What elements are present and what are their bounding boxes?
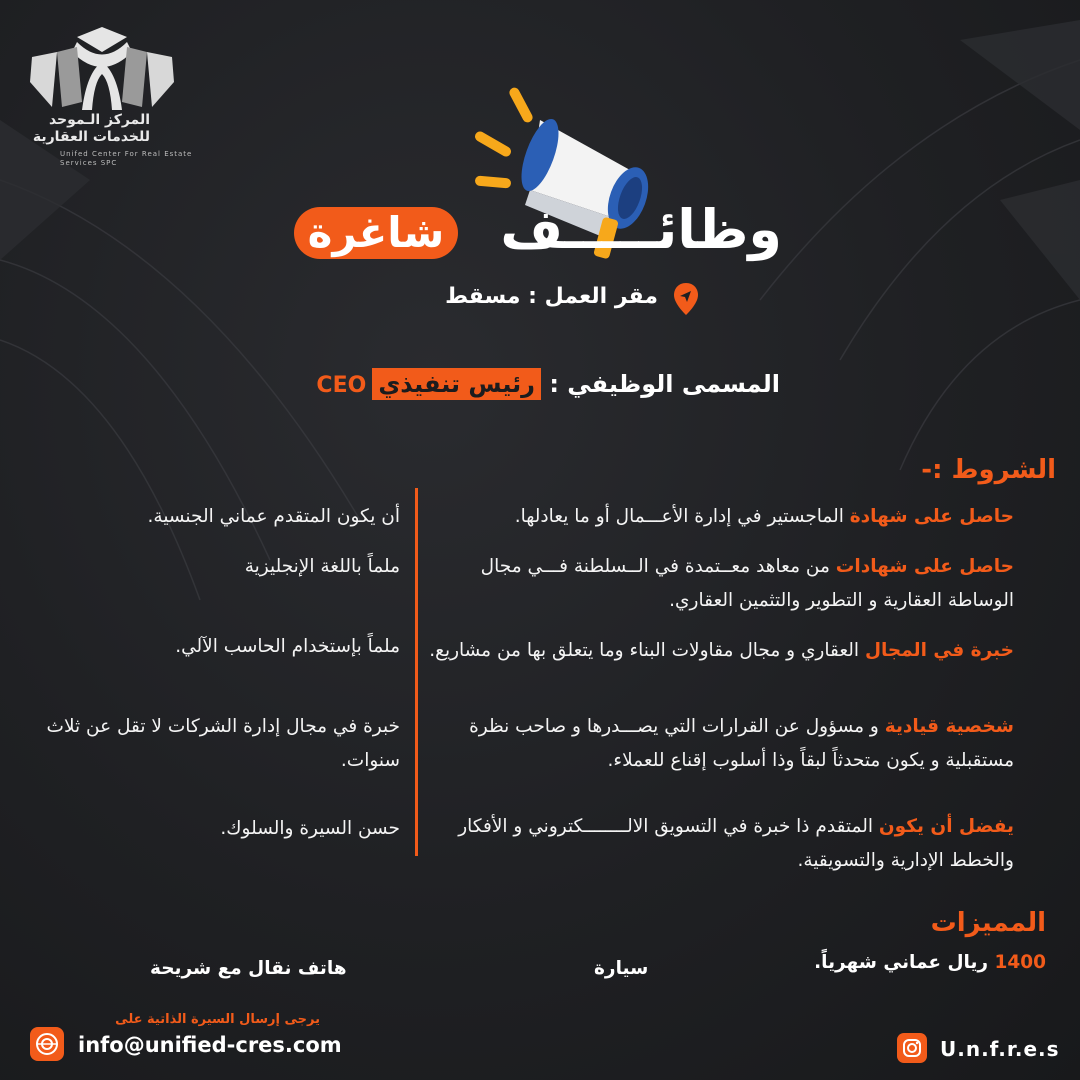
condition-highlight: حاصل على شهادة (849, 506, 1014, 527)
feature-car: سيارة (594, 958, 649, 979)
condition-item: ملماً باللغة الإنجليزية (244, 556, 400, 577)
condition-item (428, 810, 1014, 878)
condition-item (428, 500, 1014, 534)
condition-item: حسن السيرة والسلوك. (220, 818, 400, 839)
conditions-heading: الشروط :- (921, 455, 1056, 485)
instagram-icon[interactable] (897, 1033, 927, 1063)
email-icon (30, 1027, 64, 1061)
job-title-ceo: CEO (316, 373, 367, 398)
job-title-value: رئيس تنفيذي (372, 368, 541, 400)
work-location (420, 280, 710, 320)
feature-salary (814, 952, 1046, 973)
condition-highlight: يفضل أن يكون (878, 816, 1014, 837)
condition-text: الماجستير في إدارة الأعـــمال أو ما يعادلها. (514, 506, 850, 527)
features-heading: المميزات (930, 908, 1046, 938)
condition-item: ملماً بإستخدام الحاسب الآلي. (175, 636, 400, 657)
condition-text: العقاري و مجال مقاولات البناء وما يتعلق بها من مشاريع. (429, 640, 865, 661)
job-title (300, 368, 780, 412)
email-label: يرجى إرسال السيرة الذاتية على (115, 1012, 320, 1027)
location-pin-icon (672, 282, 700, 316)
condition-item (428, 634, 1014, 668)
job-title-label: المسمى الوظيفي : (540, 370, 780, 398)
headline (290, 185, 790, 275)
logo-name-ar: المركز الـموحد للخدمات العقارية (32, 112, 150, 145)
headline-text: وظائـــــف (500, 198, 782, 261)
condition-item (428, 550, 1014, 618)
email-link[interactable]: info@unified-cres.com (78, 1033, 342, 1057)
salary-text: ريال عماني شهرياً. (814, 952, 995, 973)
headline-pill: شاغرة (294, 207, 458, 259)
condition-text: المتقدم ذا خبرة في التسويق الالــــــــكتروني و الأفكار والخطط الإدارية والتسويقية. (458, 816, 1014, 871)
column-divider (415, 488, 418, 856)
feature-phone: هاتف نقال مع شريحة (150, 958, 347, 979)
instagram-handle[interactable]: U.n.f.r.e.s (940, 1037, 1060, 1061)
company-logo (12, 22, 192, 168)
condition-item: خبرة في مجال إدارة الشركات لا تقل عن ثلاث سنوات. (46, 716, 400, 771)
condition-item: أن يكون المتقدم عماني الجنسية. (147, 506, 400, 527)
logo-name-en: Unifed Center For Real Estate Services SPC (60, 150, 193, 167)
logo-mark-icon (22, 22, 182, 112)
condition-text: من معاهد معــتمدة في الــسلطنة فـــي مجال الوساطة العقارية و التطوير والتثمين العقاري. (480, 556, 1014, 611)
condition-text: و مسؤول عن القرارات التي يصـــدرها و صاحب نظرة مستقبلية و يكون متحدثاً لبقاً وذا أسلوب إقناع للعملاء. (469, 716, 1014, 771)
condition-item (428, 710, 1014, 778)
condition-highlight: شخصية قيادية (884, 716, 1014, 737)
salary-number: 1400 (994, 952, 1046, 973)
location-text: مقر العمل : مسقط (445, 284, 658, 309)
condition-highlight: خبرة في المجال (864, 640, 1014, 661)
condition-highlight: حاصل على شهادات (835, 556, 1014, 577)
